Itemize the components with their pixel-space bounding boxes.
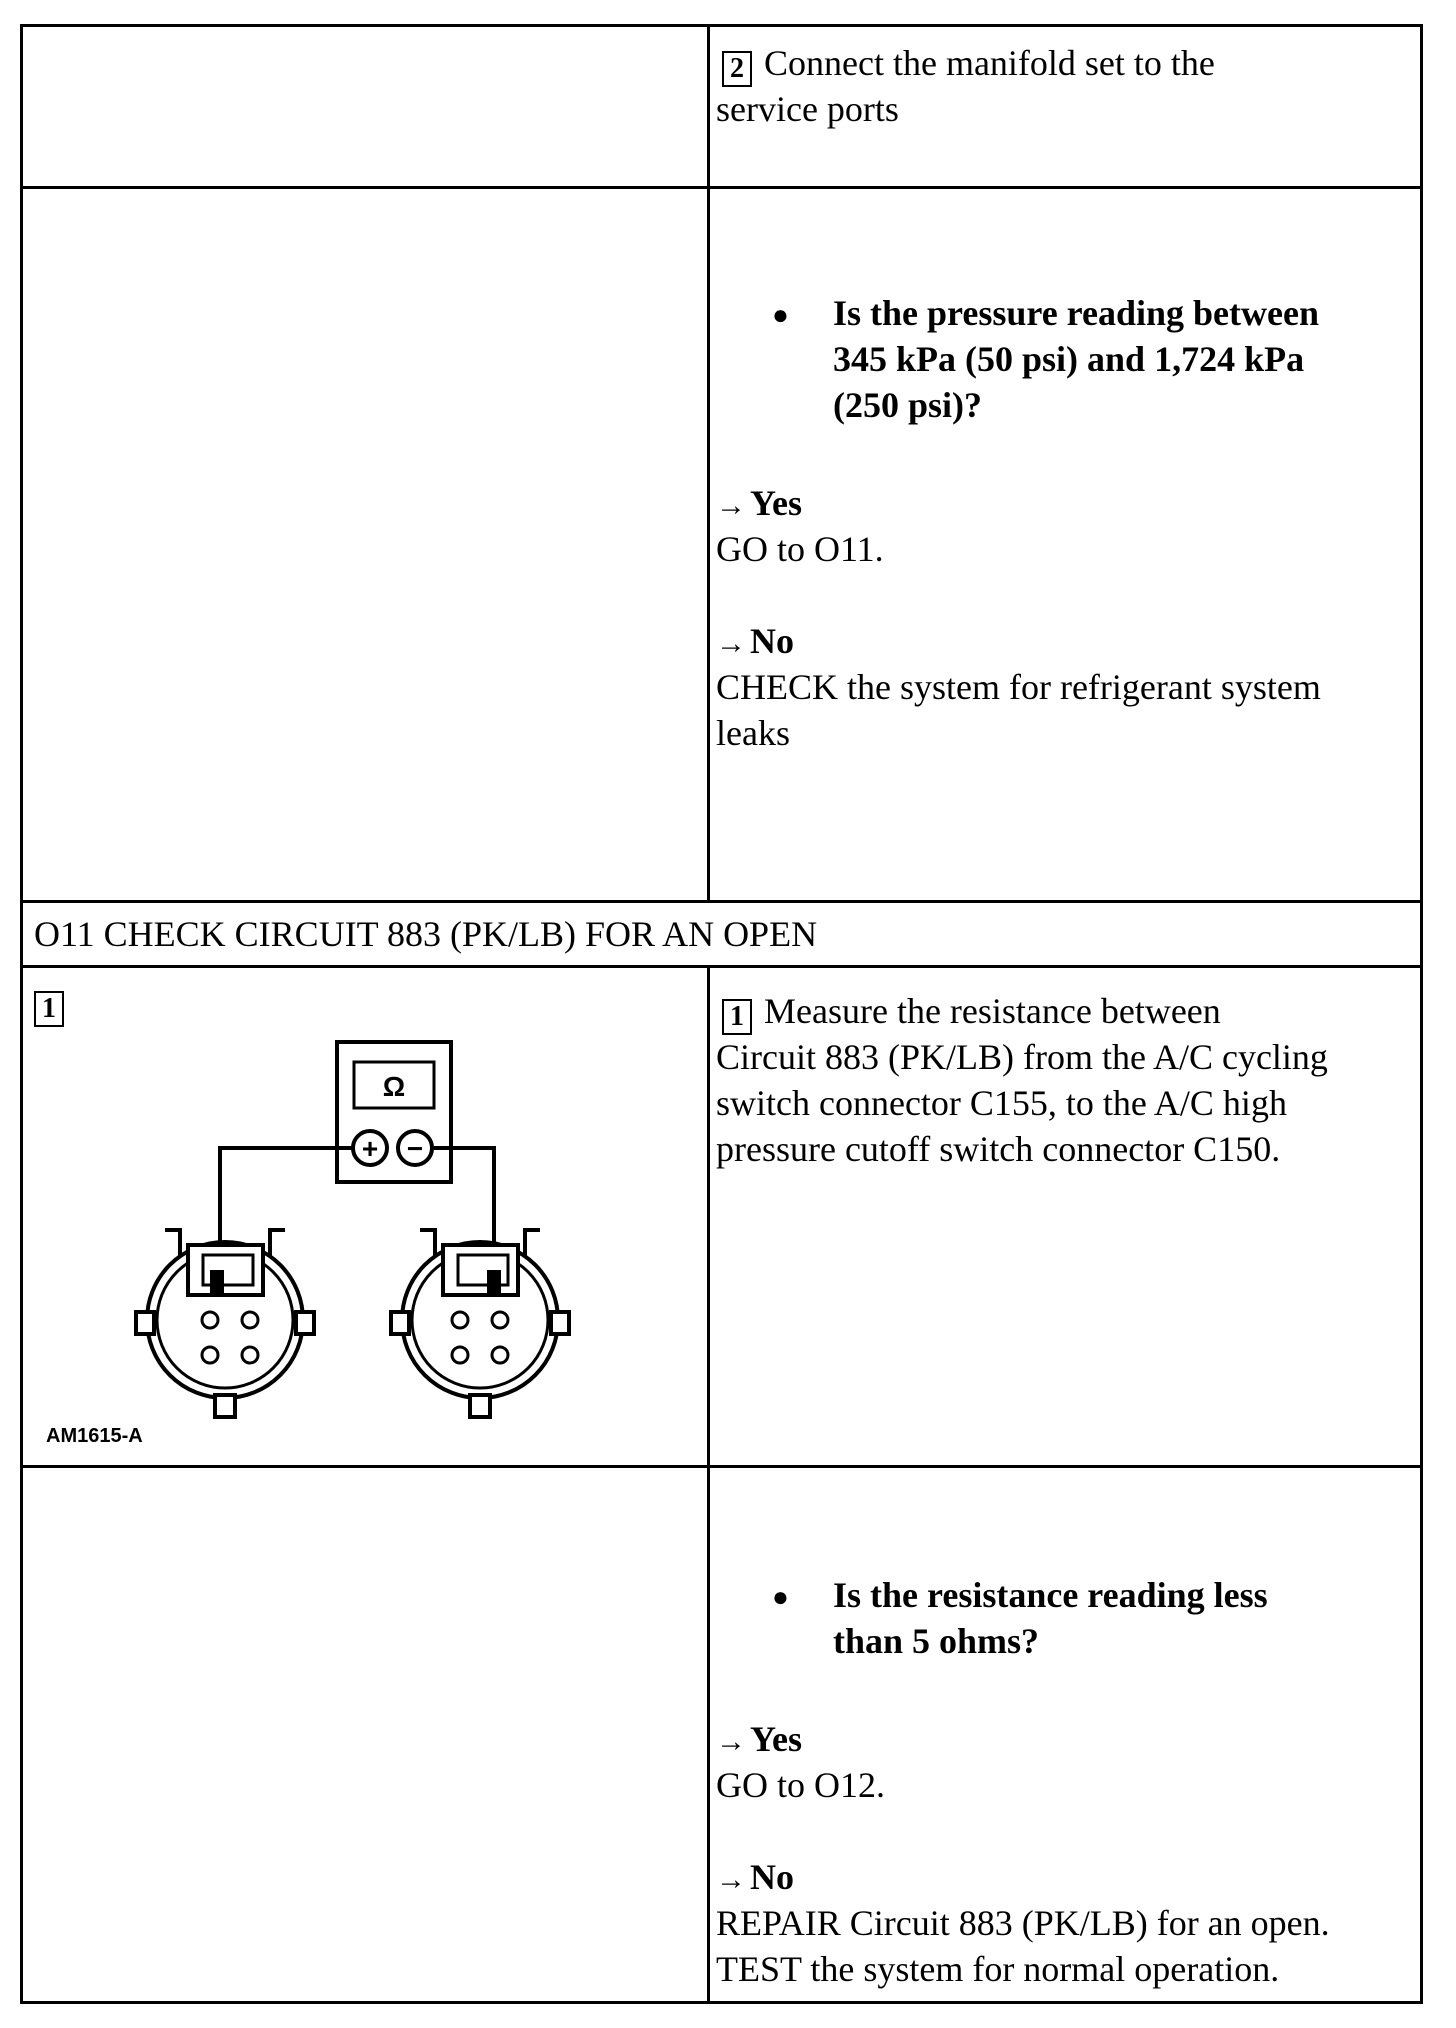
question2-yes-action: GO to O12. [716, 1765, 885, 1805]
question1-no-action-line2: leaks [716, 713, 790, 753]
ohm-symbol: Ω [382, 1071, 406, 1102]
question1-yes-action: GO to O11. [716, 529, 884, 569]
step-number-box: 1 [722, 999, 752, 1035]
step2-text-line1: Connect the manifold set to the [764, 43, 1215, 83]
step-number-box: 1 [34, 991, 64, 1027]
no-label: No [750, 621, 794, 661]
table-border-left [20, 24, 23, 2004]
row-divider-3 [20, 965, 1423, 968]
table-border-bottom [20, 2001, 1423, 2004]
table-border-right [1420, 24, 1423, 2004]
ohmmeter-connector-diagram [40, 1030, 640, 1450]
figure-caption: AM1615-A [46, 1425, 143, 1447]
step1-line4: pressure cutoff switch connector C150. [716, 1129, 1281, 1169]
question1-line2: 345 kPa (50 psi) and 1,724 kPa [833, 339, 1305, 379]
step1-instruction [722, 988, 1221, 1035]
row-divider-2 [20, 900, 1423, 903]
step2-instruction [722, 40, 1215, 87]
step-number-box: 2 [722, 51, 752, 87]
step2-text-line2: service ports [716, 89, 899, 129]
question1-line3: (250 psi)? [833, 385, 983, 425]
arrow-right-icon: → [716, 489, 746, 522]
column-divider-lower [707, 967, 710, 2003]
connector-c150-icon [391, 1230, 569, 1417]
question1-yes [716, 480, 802, 529]
question2-yes [716, 1716, 802, 1765]
question2-no-action-line2: TEST the system for normal operation. [716, 1949, 1280, 1989]
figure-step-number-box [34, 980, 76, 1027]
arrow-right-icon: → [716, 1863, 746, 1896]
question1-line1: Is the pressure reading between [833, 293, 1319, 333]
connector-c155-icon [136, 1230, 314, 1417]
step1-line1: Measure the resistance between [764, 991, 1221, 1031]
yes-label: Yes [750, 1719, 802, 1759]
column-divider-upper [707, 24, 710, 902]
minus-probe-label: − [406, 1133, 424, 1164]
plus-probe-label: + [361, 1133, 379, 1164]
no-label: No [750, 1857, 794, 1897]
arrow-right-icon: → [716, 627, 746, 660]
question2-no [716, 1854, 794, 1903]
table-border-top [20, 24, 1423, 27]
section-heading-o11: O11 CHECK CIRCUIT 883 (PK/LB) FOR AN OPEN [34, 914, 818, 954]
bullet-icon: ● [772, 300, 789, 331]
question2-line1: Is the resistance reading less [833, 1575, 1268, 1615]
question2-no-action-line1: REPAIR Circuit 883 (PK/LB) for an open. [716, 1903, 1330, 1943]
bullet-icon: ● [772, 1582, 789, 1613]
row-divider-1 [20, 186, 1423, 189]
question2-line2: than 5 ohms? [833, 1621, 1040, 1661]
question1-no [716, 618, 794, 667]
yes-label: Yes [750, 483, 802, 523]
row-divider-4 [20, 1465, 1423, 1468]
step1-line2: Circuit 883 (PK/LB) from the A/C cycling [716, 1037, 1328, 1077]
step1-line3: switch connector C155, to the A/C high [716, 1083, 1287, 1123]
question1-no-action-line1: CHECK the system for refrigerant system [716, 667, 1321, 707]
arrow-right-icon: → [716, 1725, 746, 1758]
